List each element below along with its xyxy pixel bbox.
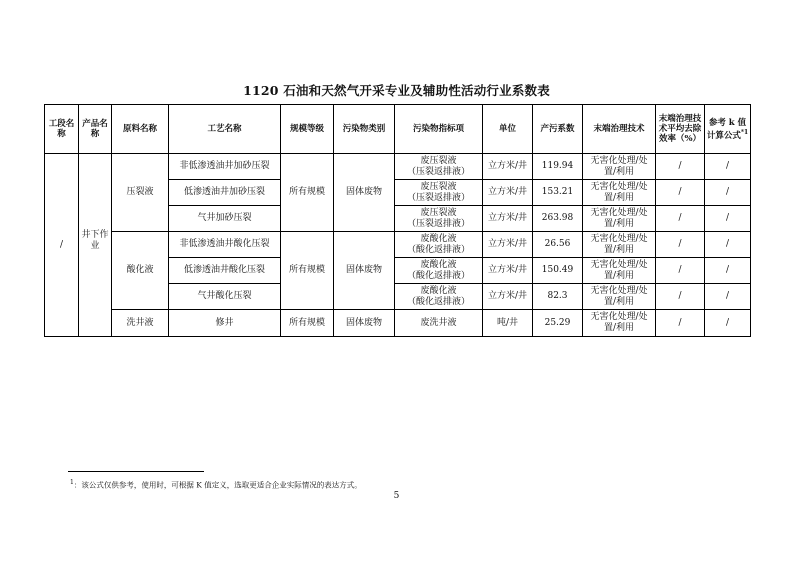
indicator-cell: 废酸化液 （酸化返排液） (395, 284, 483, 310)
header-material: 原料名称 (112, 105, 169, 154)
coefficient-table (44, 104, 751, 337)
process-cell: 低渗透油井酸化压裂 (169, 258, 281, 284)
end-tech-cell: 无害化处理/处 置/利用 (583, 154, 656, 180)
process-cell: 低渗透油井加砂压裂 (169, 180, 281, 206)
page-title: 1120 石油和天然气开采专业及辅助性活动行业系数表 (243, 83, 550, 98)
end-tech-cell: 无害化处理/处 置/利用 (583, 206, 656, 232)
efficiency-cell: / (656, 154, 705, 180)
efficiency-cell: / (656, 206, 705, 232)
indicator-cell: 废洗井液 (395, 310, 483, 337)
process-cell: 气井酸化压裂 (169, 284, 281, 310)
material-cell: 酸化液 (112, 232, 169, 310)
k-cell: / (705, 258, 751, 284)
coefficient-cell: 153.21 (533, 180, 583, 206)
category-cell: 固体废物 (334, 154, 395, 232)
end-tech-cell: 无害化处理/处 置/利用 (583, 284, 656, 310)
coefficient-cell: 119.94 (533, 154, 583, 180)
unit-cell: 立方米/井 (483, 284, 533, 310)
category-cell: 固体废物 (334, 232, 395, 310)
material-cell: 压裂液 (112, 154, 169, 232)
header-unit: 单位 (483, 105, 533, 154)
unit-cell: 立方米/井 (483, 206, 533, 232)
product-cell: 井下作业 (79, 154, 112, 337)
efficiency-cell: / (656, 232, 705, 258)
header-product: 产品名称 (79, 105, 112, 154)
header-category: 污染物类别 (334, 105, 395, 154)
footnote-mark: 1 (70, 479, 74, 486)
table-row (45, 310, 751, 337)
header-scale: 规模等级 (281, 105, 334, 154)
section-cell: / (45, 154, 79, 337)
unit-cell: 立方米/井 (483, 180, 533, 206)
header-section: 工段名称 (45, 105, 79, 154)
header-k-formula: 参考 k 值计算公式$^{*1}$ (705, 105, 751, 154)
efficiency-cell: / (656, 310, 705, 337)
scale-cell: 所有规模 (281, 232, 334, 310)
k-cell: / (705, 284, 751, 310)
footnote-text: ：该公式仅供参考，使用时，可根据 K 值定义，选取更适合企业实际情况的表达方式。 (73, 480, 362, 490)
coefficient-cell: 263.98 (533, 206, 583, 232)
header-coefficient: 产污系数 (533, 105, 583, 154)
process-cell: 修井 (169, 310, 281, 337)
efficiency-cell: / (656, 180, 705, 206)
category-cell: 固体废物 (334, 310, 395, 337)
scale-cell: 所有规模 (281, 154, 334, 232)
k-cell: / (705, 232, 751, 258)
header-row (45, 105, 751, 154)
coefficient-cell: 82.3 (533, 284, 583, 310)
material-cell: 洗井液 (112, 310, 169, 337)
end-tech-cell: 无害化处理/处 置/利用 (583, 258, 656, 284)
unit-cell: 吨/井 (483, 310, 533, 337)
unit-cell: 立方米/井 (483, 232, 533, 258)
process-cell: 非低渗透油井酸化压裂 (169, 232, 281, 258)
indicator-cell: 废压裂液 （压裂返排液） (395, 180, 483, 206)
indicator-cell: 废压裂液 （压裂返排液） (395, 206, 483, 232)
footnote-rule (68, 471, 204, 472)
indicator-cell: 废压裂液 （压裂返排液） (395, 154, 483, 180)
process-cell: 非低渗透油井加砂压裂 (169, 154, 281, 180)
end-tech-cell: 无害化处理/处 置/利用 (583, 232, 656, 258)
page-number: 5 (393, 491, 400, 501)
header-process: 工艺名称 (169, 105, 281, 154)
unit-cell: 立方米/井 (483, 154, 533, 180)
k-cell: / (705, 154, 751, 180)
header-end-tech: 末端治理技术 (583, 105, 656, 154)
indicator-cell: 废酸化液 （酸化返排液） (395, 258, 483, 284)
indicator-cell: 废酸化液 （酸化返排液） (395, 232, 483, 258)
k-cell: / (705, 180, 751, 206)
table-row (45, 232, 751, 258)
end-tech-cell: 无害化处理/处 置/利用 (583, 310, 656, 337)
process-cell: 气井加砂压裂 (169, 206, 281, 232)
coefficient-cell: 150.49 (533, 258, 583, 284)
coefficient-cell: 26.56 (533, 232, 583, 258)
header-efficiency: 末端治理技术平均去除效率（%） (656, 105, 705, 154)
efficiency-cell: / (656, 258, 705, 284)
coefficient-cell: 25.29 (533, 310, 583, 337)
table-row (45, 154, 751, 180)
k-cell: / (705, 310, 751, 337)
k-cell: / (705, 206, 751, 232)
unit-cell: 立方米/井 (483, 258, 533, 284)
footnote (70, 478, 362, 491)
end-tech-cell: 无害化处理/处 置/利用 (583, 180, 656, 206)
efficiency-cell: / (656, 284, 705, 310)
scale-cell: 所有规模 (281, 310, 334, 337)
header-indicator: 污染物指标项 (395, 105, 483, 154)
